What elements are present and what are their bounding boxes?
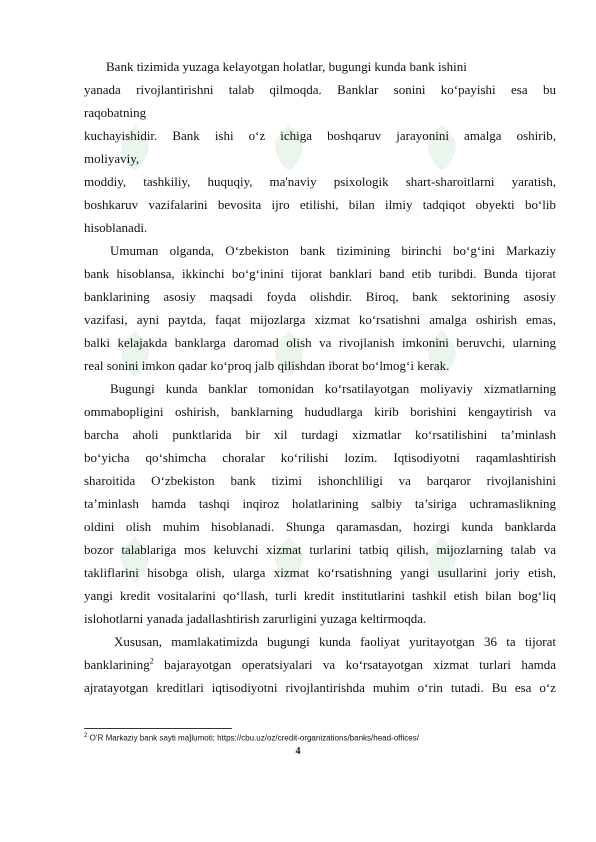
paragraph-3-line: takliflarini hisobga olish, ularga xizmat ko‘rsatishning yangi usullarini joriy etish, xyxy=(84,565,556,580)
paragraph-1-line: moliyaviy, xyxy=(84,151,140,166)
paragraph-4-line xyxy=(84,653,556,676)
paragraph-1-line: boshkaruv vazifalarini bevosita ijro etilishi, bilan ilmiy tadqiqot obyekti bo‘lib xyxy=(84,197,556,212)
paragraph-3-line: sharoitida O‘zbekiston bank tizimi ishonchliligi va barqaror rivojlanishini xyxy=(84,473,556,488)
paragraph-1-line: Bank tizimida yuzaga kelayotgan holatlar, bugungi kunda bank ishini xyxy=(106,59,467,74)
paragraph-3-line: ta’minlash hamda tashqi inqiroz holatlarining salbiy ta’siriga uchramaslikning xyxy=(84,496,556,511)
paragraph-3-line: Bugungi kunda banklar tomonidan ko‘rsatilayotgan moliyaviy xizmatlarning xyxy=(110,381,556,396)
paragraph-3-line: bo‘yicha qo‘shimcha choralar ko‘rilishi lozim. Iqtisodiyotni raqamlashtirish xyxy=(84,450,556,465)
paragraph-3-line: barcha aholi punktlarida bir xil turdagi xizmatlar ko‘rsatilishini ta’minlash xyxy=(84,427,556,442)
footnote-marker: 2 xyxy=(84,733,88,739)
paragraph-3-line: bozor talablariga mos keluvchi xizmat turlarini tatbiq qilish, mijozlarning talab va xyxy=(84,542,556,557)
paragraph-1-line: hisoblanadi. xyxy=(84,220,148,235)
paragraph-2-line: balki kelajakda banklarga daromad olish va rivojlanish imkonini beruvchi, ularning xyxy=(84,335,556,350)
paragraph-1-line: kuchayishidir. Bank ishi o‘z ichiga boshqaruv jarayonini amalga oshirib, xyxy=(84,128,556,143)
paragraph-3-line: oldini olish muhim hisoblanadi. Shunga qaramasdan, hozirgi kunda banklarda xyxy=(84,519,556,534)
paragraph-4-fragment: bajarayotgan operatsiyalari va ko‘rsatayotgan xizmat turlari hamda xyxy=(164,657,556,672)
paragraph-2-line: banklarining asosiy maqsadi foyda olishdir. Biroq, bank sektorining asosiy xyxy=(84,289,556,304)
paragraph-4-line: ajratayotgan kreditlari iqtisodiyotni rivojlantirishda muhim o‘rin tutadi. Bu esa o‘z xyxy=(84,680,556,695)
page-number: 4 xyxy=(295,746,301,757)
paragraph-3-line: ommabopligini oshirish, banklarning hududlarga kirib borishini kengaytirish va xyxy=(84,404,556,419)
paragraph-4-line: Xususan, mamlakatimizda bugungi kunda faoliyat yuritayotgan 36 ta tijorat xyxy=(114,634,556,649)
paragraph-1-line: moddiy, tashkiliy, huquqiy, ma'naviy psixologik shart-sharoitlarni yaratish, xyxy=(84,174,556,189)
paragraph-2-line: vazifasi, ayni paytda, faqat mijozlarga xizmat ko‘rsatishni amalga oshirish emas, xyxy=(84,312,556,327)
footnote xyxy=(84,733,419,743)
paragraph-3-line: yangi kredit vositalarini qo‘llash, turli kredit institutlarini tashkil etish bilan bog‘liq xyxy=(84,588,556,603)
footnote-text[interactable]: O‘R Markaziy bank sayti ma]lumoti; https://cbu.uz/oz/credit-organizations/banks/head-offices/ xyxy=(89,733,419,743)
paragraph-2-line: bank hisoblansa, ikkinchi bo‘g‘inini tijorat banklari band etib turibdi. Bunda tijorat xyxy=(84,266,556,281)
paragraph-2-line: Umuman olganda, O‘zbekiston bank tizimining birinchi bo‘g‘ini Markaziy xyxy=(110,243,556,258)
body-text xyxy=(84,55,556,699)
paragraph-4-fragment: banklarining xyxy=(84,657,150,672)
footnote-separator xyxy=(84,728,232,729)
paragraph-1-line: raqobatning xyxy=(84,105,147,120)
paragraph-1-line: yanada rivojlantirishni talab qilmoqda. Banklar sonini ko‘payishi esa bu xyxy=(84,82,556,97)
footnote-reference[interactable]: 2 xyxy=(149,656,154,666)
paragraph-2-line: real sonini imkon qadar ko‘proq jalb qilishdan iborat bo‘lmog‘i kerak. xyxy=(84,358,450,373)
paragraph-3-line: islohotlarni yanada jadallashtirish zarurligini yuzaga keltirmoqda. xyxy=(84,611,427,626)
